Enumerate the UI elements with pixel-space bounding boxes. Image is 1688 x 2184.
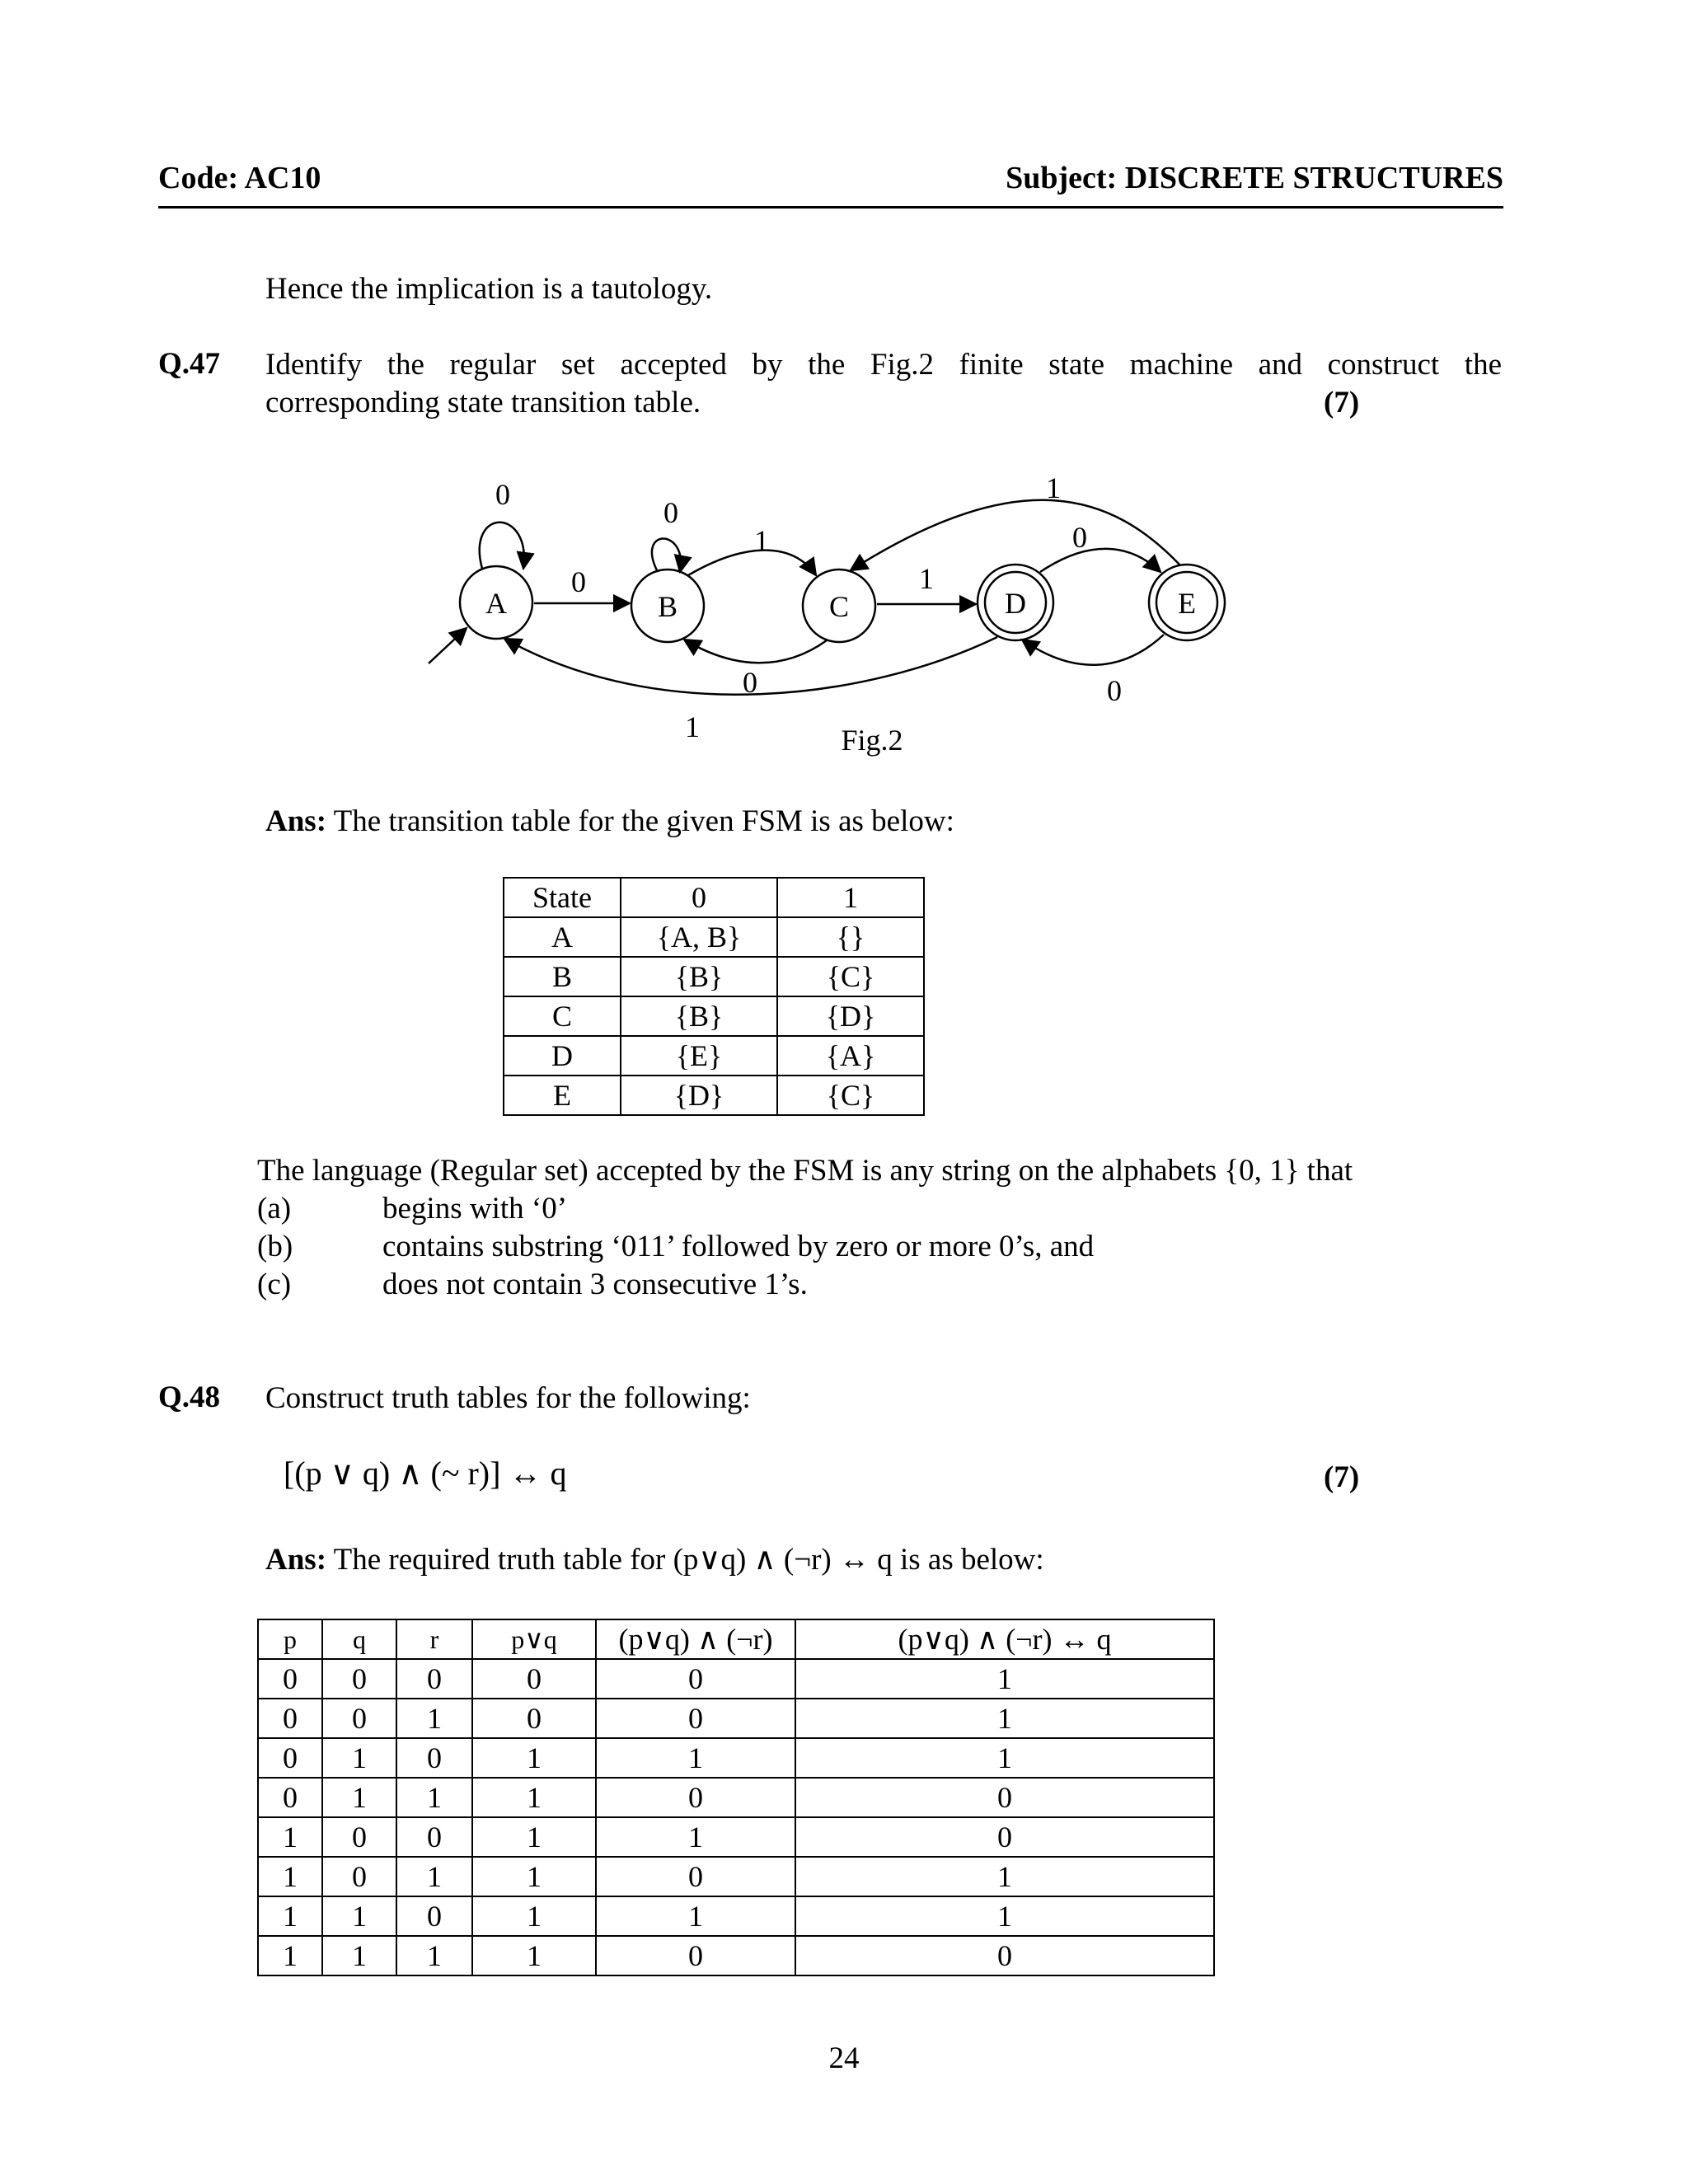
table-row [258,1936,1214,1975]
condition-c-text: does not contain 3 consecutive 1’s. [382,1268,808,1301]
table-cell: 0 [596,1857,795,1896]
table-cell: 0 [596,1778,795,1817]
label-d-a: 1 [685,710,700,743]
table-cell: 1 [596,1817,795,1857]
truth-table-body [258,1659,1214,1975]
edge-d-e [1040,549,1160,572]
table-cell: 1 [472,1857,596,1896]
label-e-c: 1 [1046,471,1061,504]
label-b-loop: 0 [663,496,678,529]
q48-answer [265,1541,1044,1579]
table-cell: 0 [396,1896,472,1936]
label-a-b: 0 [571,565,586,598]
q48-ans-label: Ans: [265,1543,327,1577]
table-row [258,1857,1214,1896]
table-cell: 1 [472,1778,596,1817]
table-cell: 0 [795,1817,1214,1857]
table-cell: 0 [322,1857,396,1896]
label-c-d: 1 [919,562,934,595]
table-cell: 0 [396,1659,472,1699]
table-cell: 1 [472,1738,596,1778]
table-cell: 1 [795,1857,1214,1896]
table-cell: 1 [795,1896,1214,1936]
table-cell: {B} [621,957,777,996]
edge-c-b [684,640,827,663]
condition-c-label: (c) [257,1268,292,1301]
table-row [504,996,924,1036]
table-cell: 1 [396,1699,472,1738]
intro-line: Hence the implication is a tautology. [265,272,713,306]
table-cell: {E} [621,1036,777,1076]
table-cell: 0 [795,1936,1214,1975]
table-cell: D [504,1036,621,1076]
table-cell: {} [777,917,924,957]
table-cell: 0 [322,1817,396,1857]
table-cell: 1 [258,1857,322,1896]
table-cell: 1 [472,1936,596,1975]
fsm-diagram [0,0,1688,783]
table-cell: {D} [621,1076,777,1115]
th-and-not-r: (p∨q) ∧ (¬r) [596,1619,795,1659]
table-cell: 1 [322,1896,396,1936]
table-cell: 0 [596,1659,795,1699]
table-cell: 0 [322,1699,396,1738]
q48-formula: [(p ∨ q) ∧ (~ r)] ↔ q [284,1455,567,1492]
q47-text-line1: Identify the regular set accepted by the Fig.2 finite state machine and construct the [265,348,1502,382]
table-cell: 0 [472,1699,596,1738]
table-cell: 1 [396,1857,472,1896]
table-cell: C [504,996,621,1036]
table-cell: A [504,917,621,957]
th-p-or-q: p∨q [472,1619,596,1659]
table-cell: 0 [596,1936,795,1975]
label-d-e: 0 [1072,521,1087,554]
table-row [258,1738,1214,1778]
edge-b-loop [652,539,681,573]
language-intro: The language (Regular set) accepted by the FSM is any string on the alphabets {0, 1} that [257,1154,1353,1188]
condition-b-text: contains substring ‘011’ followed by zero or more 0’s, and [382,1230,1095,1263]
table-cell: 1 [396,1778,472,1817]
th-p: p [258,1619,322,1659]
table-cell: 1 [472,1896,596,1936]
q48-ans-text: The required truth table for (p∨q) ∧ (¬r) ↔ q is as below: [326,1543,1044,1577]
label-c-b: 0 [743,666,757,699]
table-row [258,1896,1214,1936]
table-cell: 1 [795,1659,1214,1699]
th-q: q [322,1619,396,1659]
state-a-label: A [485,587,507,620]
table-cell: {B} [621,996,777,1036]
table-cell: 1 [322,1778,396,1817]
q48-marks: (7) [1324,1460,1360,1494]
q47-marks: (7) [1324,386,1360,419]
table-cell: 0 [258,1778,322,1817]
table-cell: 1 [396,1936,472,1975]
table-cell: 0 [795,1778,1214,1817]
q48-number: Q.48 [158,1380,221,1414]
figure-caption: Fig.2 [841,724,903,757]
table-cell: {A} [777,1036,924,1076]
th-input-1: 1 [777,878,924,917]
table-cell: 0 [322,1659,396,1699]
th-input-0: 0 [621,878,777,917]
state-c-label: C [828,590,850,623]
table-cell: 1 [795,1738,1214,1778]
q47-answer [265,803,954,841]
table-cell: 1 [795,1699,1214,1738]
state-e-label: E [1178,587,1196,620]
table-cell: {A, B} [621,917,777,957]
th-state: State [504,878,621,917]
table-cell: {D} [777,996,924,1036]
table-cell: 0 [472,1659,596,1699]
table-cell: {C} [777,1076,924,1115]
page-number: 24 [828,2041,860,2075]
state-d-label: D [1005,587,1026,620]
table-row [504,957,924,996]
table-cell: 0 [258,1738,322,1778]
table-cell: 0 [396,1738,472,1778]
q48-text: Construct truth tables for the following: [265,1381,751,1415]
table-cell: 1 [258,1817,322,1857]
condition-a-label: (a) [257,1192,292,1226]
table-cell: 0 [596,1699,795,1738]
truth-table [257,1619,1215,1976]
table-cell: 1 [322,1738,396,1778]
table-row [258,1659,1214,1699]
label-a-loop: 0 [495,478,510,511]
state-b-label: B [657,590,678,623]
header-code: Code: AC10 [158,161,321,195]
transition-table [503,877,925,1116]
condition-b-label: (b) [257,1230,293,1263]
q47-ans-label: Ans: [265,804,327,838]
table-row [504,1076,924,1115]
th-biconditional: (p∨q) ∧ (¬r) ↔ q [795,1619,1214,1659]
label-e-d: 0 [1107,674,1122,707]
edge-e-d [1022,635,1164,665]
table-cell: {C} [777,957,924,996]
start-arrow [429,628,467,663]
table-cell: 0 [396,1817,472,1857]
edge-b-c [688,551,816,575]
edge-e-c [851,500,1180,570]
table-row [258,1817,1214,1857]
table-row [258,1699,1214,1738]
table-cell: 1 [258,1896,322,1936]
table-row [504,1036,924,1076]
th-r: r [396,1619,472,1659]
table-cell: 1 [596,1738,795,1778]
table-cell: 1 [322,1936,396,1975]
table-cell: E [504,1076,621,1115]
table-cell: 1 [596,1896,795,1936]
condition-a-text: begins with ‘0’ [382,1192,568,1226]
q47-number: Q.47 [158,347,221,381]
table-row [258,1778,1214,1817]
table-cell: B [504,957,621,996]
q47-ans-text: The transition table for the given FSM is as below: [326,804,954,838]
header-subject: Subject: DISCRETE STRUCTURES [1006,161,1503,195]
label-b-c: 1 [754,524,769,557]
q47-text-line2: corresponding state transition table. [265,386,701,419]
table-cell: 1 [258,1936,322,1975]
truth-table-header [258,1619,1214,1659]
table-cell: 0 [258,1699,322,1738]
edge-a-loop [480,523,524,569]
table-row [504,917,924,957]
transition-table-header [504,878,924,917]
table-cell: 0 [258,1659,322,1699]
table-cell: 1 [472,1817,596,1857]
